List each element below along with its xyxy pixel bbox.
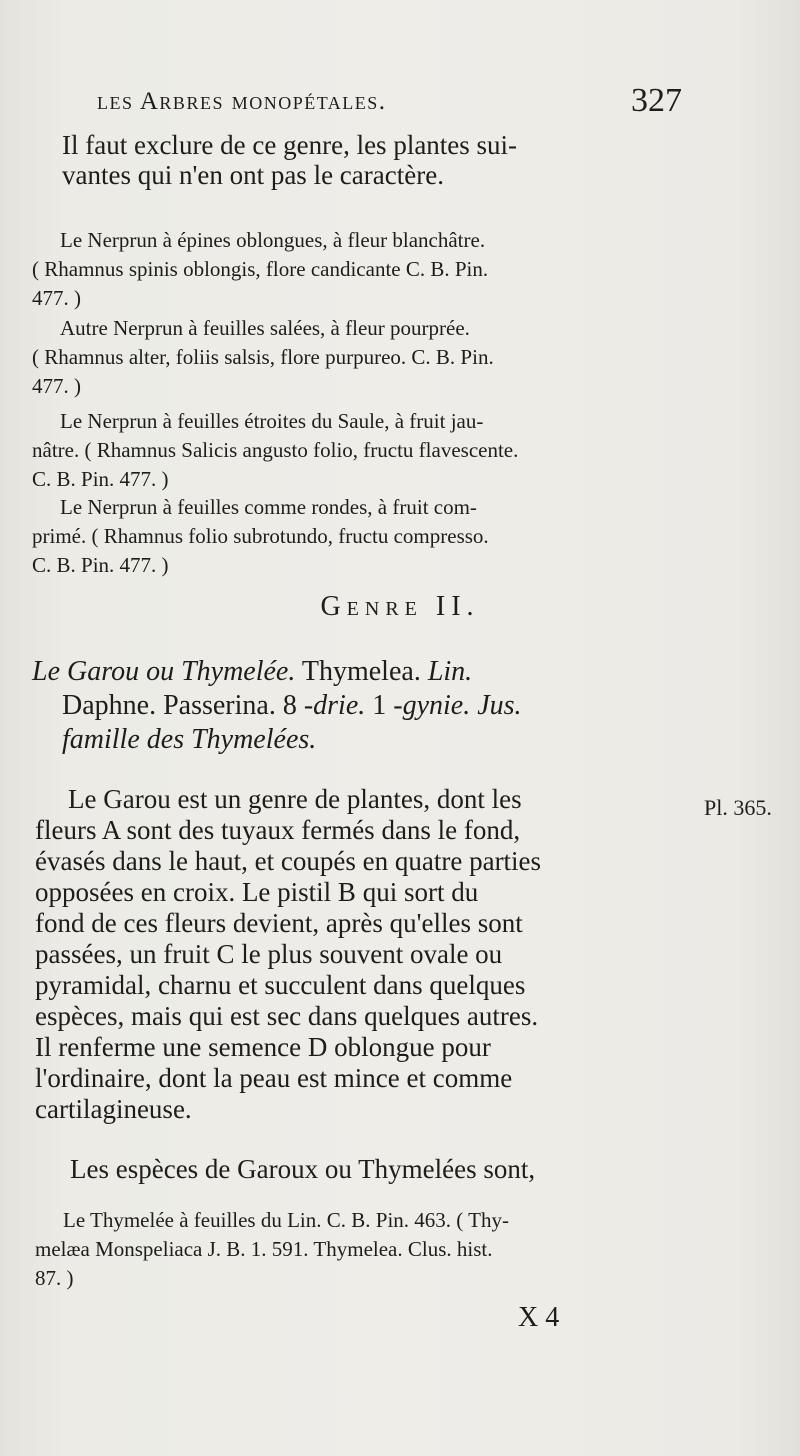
- excluded-species-1: [32, 226, 678, 313]
- text-line: C. B. Pin. 477. ): [32, 467, 169, 491]
- text-line: ( Rhamnus alter, foliis salsis, flore purpureo. C. B. Pin.: [32, 345, 494, 369]
- text-line: Le Nerprun à feuilles étroites du Saule, à fruit jau-: [60, 409, 484, 433]
- text-line: nâtre. ( Rhamnus Salicis angusto folio, fructu flavescente.: [32, 438, 519, 462]
- genus-family: famille des Thymelées.: [62, 724, 317, 755]
- page-header: [97, 82, 682, 122]
- text-line: 477. ): [32, 374, 81, 398]
- text-line: Le Garou est un genre de plantes, dont les: [68, 784, 522, 814]
- genus-lin: Lin.: [427, 656, 473, 687]
- genus-class-name: drie.: [313, 690, 366, 721]
- text-line: passées, un fruit C le plus souvent ovale ou: [35, 939, 503, 969]
- species-entry: [35, 1206, 685, 1293]
- genus-order-num: 1 -: [372, 690, 403, 721]
- text-line: Le Nerprun à feuilles comme rondes, à fruit com-: [60, 495, 477, 519]
- description-paragraph: [35, 784, 682, 1125]
- text-line: melæa Monspeliaca J. B. 1. 591. Thymelea. Clus. hist.: [35, 1237, 493, 1261]
- excluded-species-2: [32, 314, 678, 401]
- genus-line-2: [32, 689, 682, 723]
- text-line: vantes qui n'en ont pas le caractère.: [62, 160, 444, 190]
- text-line: Il renferme une semence D oblongue pour: [35, 1032, 491, 1062]
- text-line: fond de ces fleurs devient, après qu'elles sont: [35, 908, 523, 938]
- species-intro: Les espèces de Garoux ou Thymelées sont,: [70, 1154, 536, 1184]
- page-number: 327: [631, 82, 682, 119]
- genus-jus: Jus.: [477, 690, 522, 721]
- signature-mark: X 4: [518, 1302, 560, 1333]
- excluded-species-3: [32, 407, 678, 494]
- intro-paragraph: [62, 130, 680, 190]
- text-line: Le Nerprun à épines oblongues, à fleur blanchâtre.: [60, 228, 486, 252]
- genus-line-3: [32, 723, 682, 757]
- excluded-species-4: [32, 493, 678, 580]
- text-line: opposées en croix. Le pistil B qui sort du: [35, 877, 479, 907]
- text-line: évasés dans le haut, et coupés en quatre parties: [35, 846, 542, 876]
- genus-title: [32, 655, 682, 757]
- text-line: pyramidal, charnu et succulent dans quelques: [35, 970, 526, 1000]
- text-line: ( Rhamnus spinis oblongis, flore candicante C. B. Pin.: [32, 257, 489, 281]
- text-line: 87. ): [35, 1266, 74, 1290]
- genus-order-name: gynie.: [402, 690, 471, 721]
- text-line: Le Thymelée à feuilles du Lin. C. B. Pin. 463. ( Thy-: [63, 1208, 509, 1232]
- genus-class-num: 8 -: [282, 690, 314, 721]
- genus-daphne: Daphne. Passerina.: [62, 690, 276, 721]
- text-line: 477. ): [32, 286, 81, 310]
- text-line: C. B. Pin. 477. ): [32, 553, 169, 577]
- genus-name-lat: Thymelea.: [301, 656, 421, 687]
- genus-name-fr: Le Garou ou Thymelée.: [32, 656, 296, 687]
- genre-heading: Genre II.: [320, 591, 480, 622]
- text-line: l'ordinaire, dont la peau est mince et comme: [35, 1063, 513, 1093]
- plate-reference: Pl. 365.: [704, 795, 772, 820]
- genus-line-1: [32, 655, 682, 689]
- text-line: primé. ( Rhamnus folio subrotundo, fructu compresso.: [32, 524, 489, 548]
- text-line: Il faut exclure de ce genre, les plantes sui-: [62, 130, 518, 160]
- running-title: les Arbres monopétales.: [97, 88, 387, 115]
- text-line: cartilagineuse.: [35, 1094, 192, 1124]
- text-line: espèces, mais qui est sec dans quelques autres.: [35, 1001, 539, 1031]
- text-line: fleurs A sont des tuyaux fermés dans le fond,: [35, 815, 521, 845]
- text-line: Autre Nerprun à feuilles salées, à fleur pourprée.: [60, 316, 470, 340]
